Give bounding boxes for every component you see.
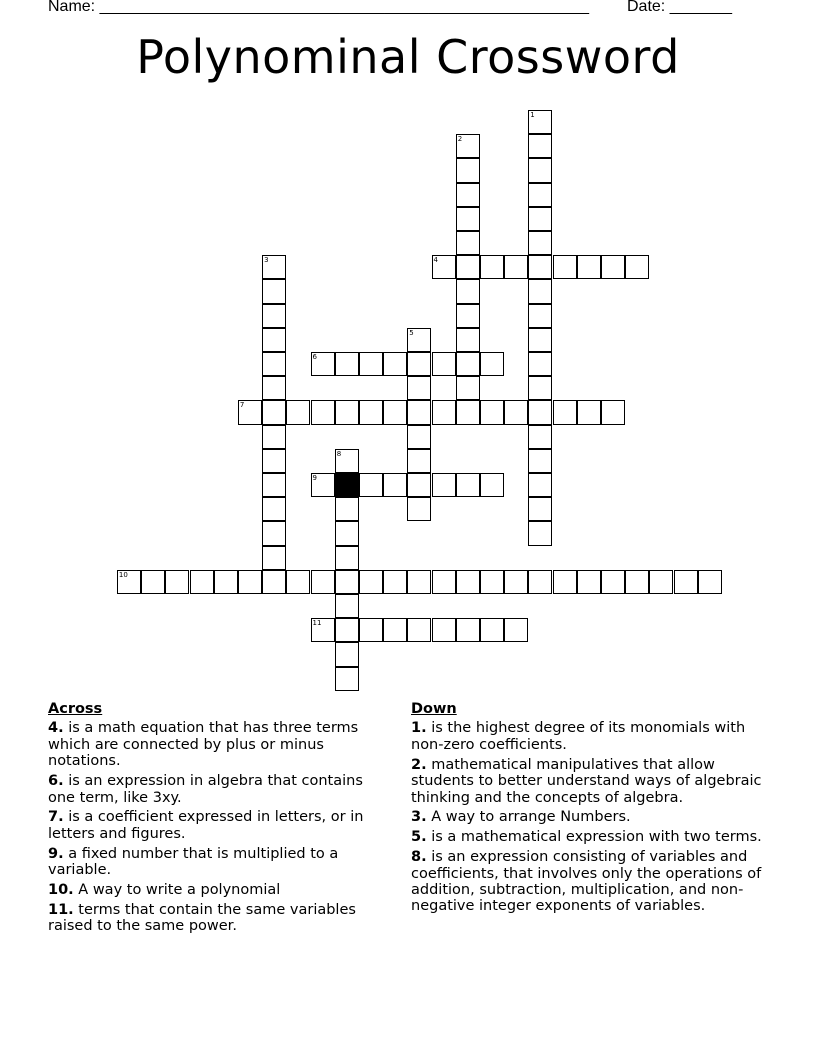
grid-cell[interactable] <box>456 328 480 352</box>
grid-cell[interactable] <box>528 279 552 303</box>
grid-cell[interactable] <box>456 134 480 158</box>
grid-cell[interactable] <box>456 473 480 497</box>
grid-cell[interactable] <box>407 473 431 497</box>
grid-cell[interactable] <box>359 618 383 642</box>
clue-number-label: 11 <box>312 619 322 628</box>
grid-cell[interactable] <box>456 279 480 303</box>
clue-number: 3. <box>411 809 427 826</box>
grid-cell[interactable] <box>480 618 504 642</box>
clue-text: terms that contain the same variables raised to the same power. <box>48 901 356 935</box>
grid-cell[interactable] <box>335 546 359 570</box>
grid-cell[interactable] <box>456 376 480 400</box>
down-heading: Down <box>411 701 457 717</box>
grid-cell[interactable] <box>601 570 625 594</box>
clue-number: 1. <box>411 720 427 737</box>
grid-cell[interactable] <box>262 425 286 449</box>
grid-cell[interactable] <box>601 255 625 279</box>
clue-number-label: 4 <box>433 256 438 265</box>
date-field[interactable]: Date: _______ <box>627 0 732 15</box>
grid-cell[interactable] <box>262 521 286 545</box>
grid-cell[interactable] <box>165 570 189 594</box>
clue-text: is an expression consisting of variables and coefficients, that involves only the operations of addition, subtraction, multiplication, and non-negative integer exponents of variables. <box>411 849 762 915</box>
grid-cell[interactable] <box>577 570 601 594</box>
clue-number: 8. <box>411 849 427 866</box>
clue-across-6 <box>48 773 393 806</box>
clue-number-label: 7 <box>239 401 245 410</box>
grid-cell[interactable] <box>262 255 286 279</box>
grid-cell[interactable] <box>335 667 359 691</box>
grid-cell[interactable] <box>383 473 407 497</box>
clue-text: is an expression in algebra that contains one term, like 3xy. <box>48 773 363 806</box>
name-field[interactable]: Name: _______________________________________________________ <box>48 0 589 15</box>
grid-cell[interactable] <box>407 497 431 521</box>
page-title: Polynominal Crossword <box>136 30 680 84</box>
grid-cell[interactable] <box>504 400 528 424</box>
grid-cell[interactable] <box>335 497 359 521</box>
grid-cell[interactable] <box>480 473 504 497</box>
grid-cell[interactable] <box>262 473 286 497</box>
grid-cell[interactable] <box>528 231 552 255</box>
grid-cell[interactable] <box>456 231 480 255</box>
grid-cell[interactable] <box>214 570 238 594</box>
grid-cell[interactable] <box>359 400 383 424</box>
clue-down-1 <box>411 720 781 753</box>
grid-cell[interactable] <box>286 400 310 424</box>
clue-number-label: 10 <box>118 570 128 579</box>
grid-cell[interactable] <box>528 328 552 352</box>
clue-number-label: 1 <box>530 111 535 119</box>
grid-cell[interactable] <box>456 255 480 279</box>
grid-cell[interactable] <box>407 328 431 352</box>
grid-cell[interactable] <box>359 570 383 594</box>
clue-number: 7. <box>48 809 64 826</box>
down-clues <box>411 701 781 918</box>
grid-cell[interactable] <box>528 304 552 328</box>
grid-cell[interactable] <box>528 207 552 231</box>
grid-cell[interactable] <box>262 497 286 521</box>
clue-text: is the highest degree of its monomials with non-zero coefficients. <box>411 720 746 753</box>
grid-cell[interactable] <box>262 376 286 400</box>
grid-cell[interactable] <box>649 570 673 594</box>
grid-cell[interactable] <box>456 400 480 424</box>
clue-number-label: 9 <box>312 474 317 482</box>
grid-cell[interactable] <box>456 207 480 231</box>
clue-down-3 <box>411 809 781 825</box>
grid-cell[interactable] <box>407 449 431 473</box>
grid-cell[interactable] <box>528 425 552 449</box>
grid-cell[interactable] <box>528 473 552 497</box>
grid-cell[interactable] <box>553 400 577 424</box>
grid-cell[interactable] <box>286 570 310 594</box>
grid-cell[interactable] <box>407 425 431 449</box>
grid-cell[interactable] <box>407 376 431 400</box>
grid-cell[interactable] <box>383 618 407 642</box>
grid-cell[interactable] <box>238 570 262 594</box>
black-square <box>335 473 359 497</box>
grid-cell[interactable] <box>432 473 456 497</box>
grid-cell[interactable] <box>335 570 359 594</box>
grid-cell[interactable] <box>528 376 552 400</box>
grid-cell[interactable] <box>141 570 165 594</box>
grid-cell[interactable] <box>335 521 359 545</box>
clue-text: a fixed number that is multiplied to a variable. <box>48 845 339 879</box>
grid-cell[interactable] <box>238 400 262 424</box>
clue-number-label: 8 <box>336 449 342 458</box>
grid-cell[interactable] <box>601 400 625 424</box>
clue-text: A way to arrange Numbers. <box>431 809 631 826</box>
grid-cell[interactable] <box>262 570 286 594</box>
clue-number-label: 2 <box>457 135 463 144</box>
grid-cell[interactable] <box>625 255 649 279</box>
grid-cell[interactable] <box>383 352 407 376</box>
grid-cell[interactable] <box>335 594 359 618</box>
grid-cell[interactable] <box>335 449 359 473</box>
grid-cell[interactable] <box>432 352 456 376</box>
grid-cell[interactable] <box>480 255 504 279</box>
grid-cell[interactable] <box>504 570 528 594</box>
clue-down-8 <box>411 849 781 915</box>
grid-cell[interactable] <box>190 570 214 594</box>
grid-cell[interactable] <box>383 570 407 594</box>
clue-across-9 <box>48 846 393 879</box>
grid-cell[interactable] <box>480 352 504 376</box>
grid-cell[interactable] <box>528 183 552 207</box>
clue-number: 10. <box>48 882 74 899</box>
clue-down-2 <box>411 757 781 806</box>
grid-cell[interactable] <box>432 618 456 642</box>
grid-cell[interactable] <box>262 546 286 570</box>
clue-text: mathematical manipulatives that allow students to better understand ways of algebraic thinking and the concepts of algebra. <box>411 756 762 806</box>
grid-cell[interactable] <box>553 255 577 279</box>
grid-cell[interactable] <box>456 570 480 594</box>
grid-cell[interactable] <box>432 255 456 279</box>
grid-cell[interactable] <box>262 400 286 424</box>
clue-number-label: 5 <box>409 328 414 337</box>
grid-cell[interactable] <box>528 570 552 594</box>
grid-cell[interactable] <box>504 255 528 279</box>
grid-cell[interactable] <box>311 352 335 376</box>
grid-cell[interactable] <box>262 449 286 473</box>
grid-cell[interactable] <box>311 618 335 642</box>
grid-cell[interactable] <box>407 400 431 424</box>
across-clues <box>48 701 393 938</box>
grid-cell[interactable] <box>528 352 552 376</box>
grid-cell[interactable] <box>407 618 431 642</box>
grid-cell[interactable] <box>311 570 335 594</box>
grid-cell[interactable] <box>625 570 649 594</box>
grid-cell[interactable] <box>456 304 480 328</box>
grid-cell[interactable] <box>335 642 359 666</box>
grid-cell[interactable] <box>480 570 504 594</box>
clue-across-11 <box>48 902 393 935</box>
clue-text: A way to write a polynomial <box>78 882 281 899</box>
grid-cell[interactable] <box>528 255 552 279</box>
clue-across-10 <box>48 882 393 898</box>
grid-cell[interactable] <box>553 570 577 594</box>
grid-cell[interactable] <box>335 352 359 376</box>
clue-text: is a coefficient expressed in letters, or in letters and figures. <box>48 809 364 842</box>
clue-number: 4. <box>48 720 64 737</box>
grid-cell[interactable] <box>528 110 552 134</box>
grid-cell[interactable] <box>432 570 456 594</box>
grid-cell[interactable] <box>262 328 286 352</box>
grid-cell[interactable] <box>456 618 480 642</box>
clue-down-5 <box>411 829 781 845</box>
grid-cell[interactable] <box>262 352 286 376</box>
grid-cell[interactable] <box>407 570 431 594</box>
grid-cell[interactable] <box>577 255 601 279</box>
clue-number: 6. <box>48 773 64 790</box>
clue-number: 2. <box>411 756 427 773</box>
grid-cell[interactable] <box>456 352 480 376</box>
across-heading: Across <box>48 701 103 717</box>
clue-number-label: 3 <box>264 256 269 265</box>
clue-text: is a math equation that has three terms which are connected by plus or minus notations. <box>48 720 359 770</box>
grid-cell[interactable] <box>528 134 552 158</box>
clue-number: 9. <box>48 845 64 862</box>
grid-cell[interactable] <box>335 400 359 424</box>
grid-cell[interactable] <box>432 400 456 424</box>
grid-cell[interactable] <box>456 158 480 182</box>
grid-cell[interactable] <box>698 570 722 594</box>
grid-cell[interactable] <box>456 183 480 207</box>
grid-cell[interactable] <box>528 521 552 545</box>
clue-number-label: 6 <box>312 353 317 361</box>
clue-number: 5. <box>411 829 427 846</box>
grid-cell[interactable] <box>480 400 504 424</box>
grid-cell[interactable] <box>311 400 335 424</box>
grid-cell[interactable] <box>117 570 141 594</box>
grid-cell[interactable] <box>383 400 407 424</box>
grid-cell[interactable] <box>359 473 383 497</box>
grid-cell[interactable] <box>311 473 335 497</box>
grid-cell[interactable] <box>262 304 286 328</box>
clue-across-7 <box>48 809 393 842</box>
grid-cell[interactable] <box>528 449 552 473</box>
clue-number: 11. <box>48 901 74 918</box>
clue-text: is a mathematical expression with two terms. <box>431 829 762 846</box>
grid-cell[interactable] <box>528 497 552 521</box>
grid-cell[interactable] <box>577 400 601 424</box>
grid-cell[interactable] <box>504 618 528 642</box>
grid-cell[interactable] <box>335 618 359 642</box>
clue-across-4 <box>48 720 393 769</box>
grid-cell[interactable] <box>262 279 286 303</box>
grid-cell[interactable] <box>528 158 552 182</box>
grid-cell[interactable] <box>359 352 383 376</box>
grid-cell[interactable] <box>407 352 431 376</box>
grid-cell[interactable] <box>674 570 698 594</box>
grid-cell[interactable] <box>528 400 552 424</box>
